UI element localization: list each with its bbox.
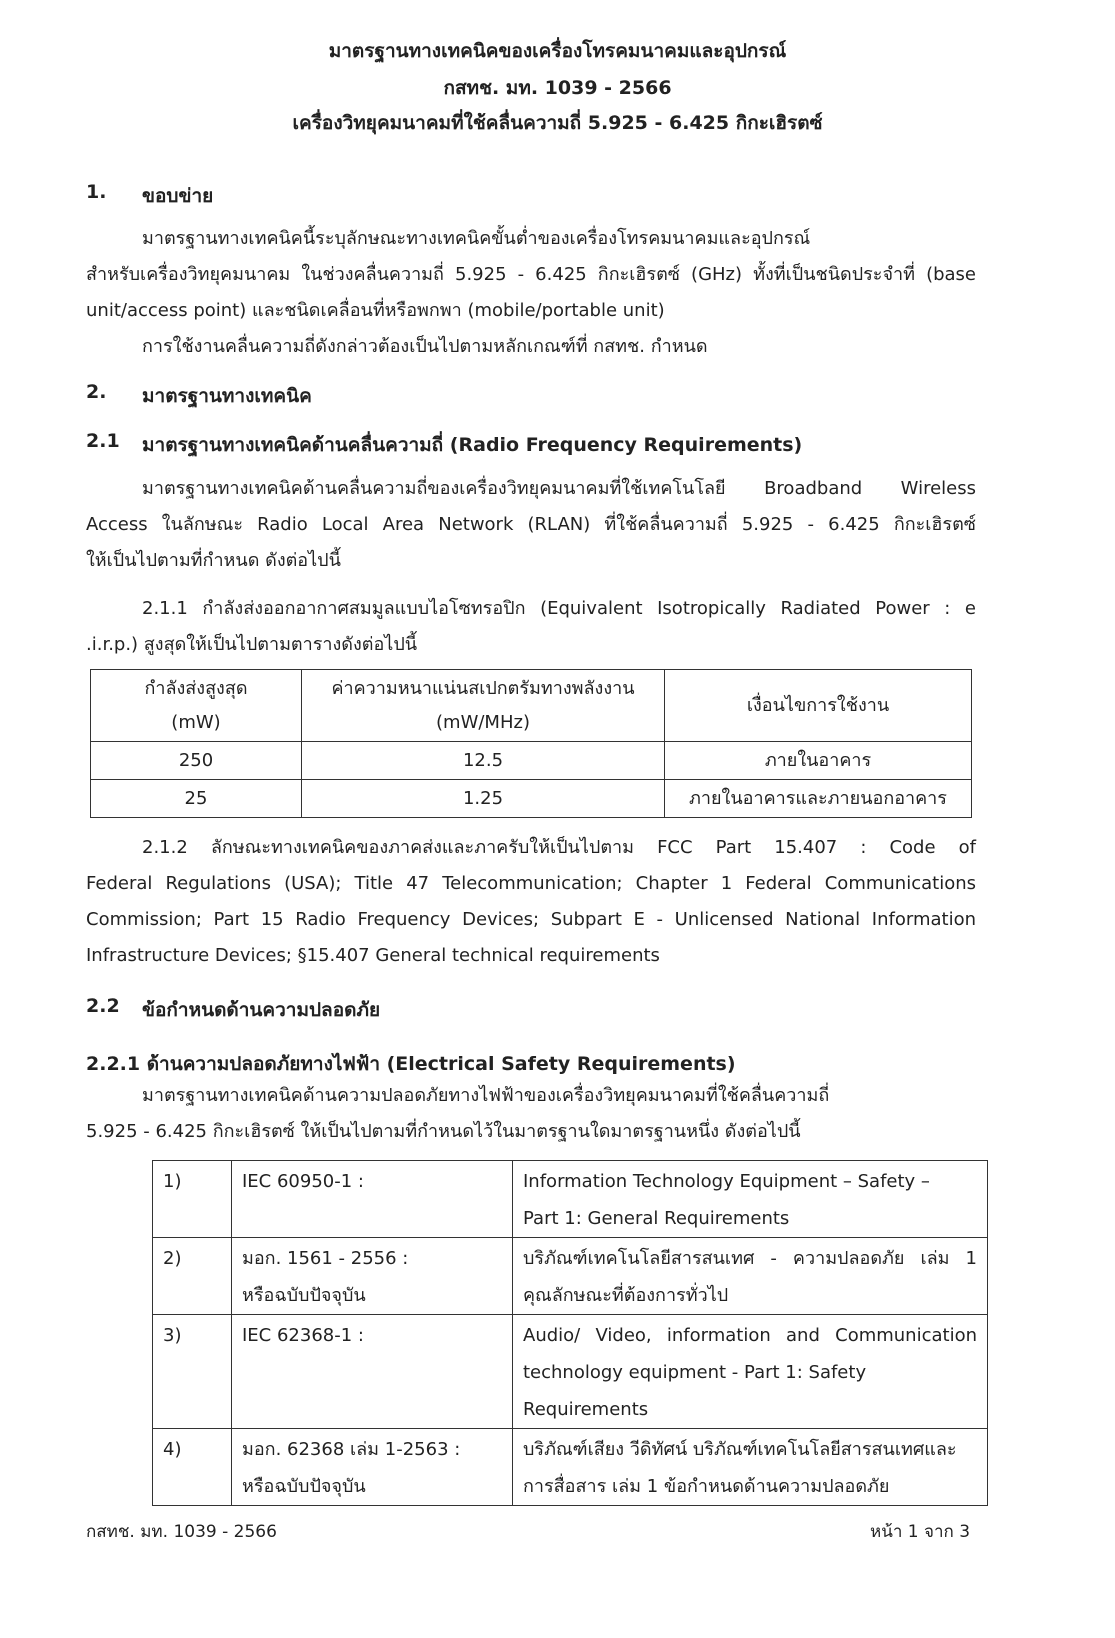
section1-title: ขอบข่าย	[142, 185, 214, 207]
header-power-line1: กำลังส่งสูงสุด	[144, 677, 248, 699]
table-row	[153, 1161, 988, 1238]
section2-2-1-paragraph-line2: 5.925 - 6.425 กิกะเฮิรตซ์ ให้เป็นไปตามที่กำหนดไว้ในมาตรฐานใดมาตรฐานหนึ่ง ดังต่อไปนี้	[86, 1121, 801, 1142]
section1-number: 1.	[86, 181, 107, 203]
footer-doc-id: กสทช. มท. 1039 - 2566	[86, 1522, 277, 1542]
description-line1: Information Technology Equipment – Safety –	[523, 1171, 930, 1192]
table-header-row	[91, 670, 972, 742]
cell-number: 3)	[153, 1315, 232, 1429]
cell-number: 4)	[153, 1429, 232, 1506]
section2-1-paragraph-line3: ให้เป็นไปตามที่กำหนด ดังต่อไปนี้	[86, 550, 341, 571]
footer-page-number: หน้า 1 จาก 3	[870, 1522, 971, 1542]
section2-1-title: มาตรฐานทางเทคนิคด้านคลื่นความถี่ (Radio Frequency Requirements)	[142, 434, 803, 456]
cell-density: 12.5	[302, 742, 665, 780]
section1-paragraph-line1: มาตรฐานทางเทคนิคนี้ระบุลักษณะทางเทคนิคขั้นต่ำของเครื่องโทรคมนาคมและอุปกรณ์	[142, 228, 811, 249]
header-density-line1: ค่าความหนาแน่นสเปกตรัมทางพลังงาน	[331, 677, 635, 699]
header-power-line2: (mW)	[171, 711, 221, 733]
section2-title: มาตรฐานทางเทคนิค	[142, 385, 312, 407]
cell-description	[513, 1161, 988, 1238]
description-line1: บริภัณฑ์เสียง วีดิทัศน์ บริภัณฑ์เทคโนโลยีสารสนเทศและ	[523, 1439, 957, 1460]
doc-title-line3: เครื่องวิทยุคมนาคมที่ใช้คลื่นความถี่ 5.925 - 6.425 กิกะเฮิรตซ์	[292, 112, 823, 134]
cell-density: 1.25	[302, 780, 665, 818]
table-row	[91, 742, 972, 780]
standard-line2: หรือฉบับปัจจุบัน	[242, 1476, 366, 1497]
cell-standard	[232, 1238, 513, 1315]
cell-power: 25	[91, 780, 302, 818]
cell-condition: ภายในอาคาร	[665, 742, 972, 780]
section1-paragraph-line3: unit/access point) และชนิดเคลื่อนที่หรือพกพา (mobile/portable unit)	[86, 300, 665, 321]
standard-line1: มอก. 62368 เล่ม 1-2563 :	[242, 1439, 461, 1460]
cell-description	[513, 1315, 988, 1429]
table-row	[153, 1429, 988, 1506]
section2-1-number: 2.1	[86, 430, 120, 452]
description-line2: technology equipment - Part 1: Safety Requirements	[523, 1362, 867, 1420]
section2-2-title: ข้อกำหนดด้านความปลอดภัย	[142, 999, 381, 1021]
header-cell-density	[302, 670, 665, 742]
cell-standard	[232, 1429, 513, 1506]
table-row	[153, 1238, 988, 1315]
section2-number: 2.	[86, 381, 107, 403]
description-line1: Audio/ Video, information and Communication	[523, 1325, 977, 1346]
header-cell-condition: เงื่อนไขการใช้งาน	[665, 670, 972, 742]
standard-line1: IEC 62368-1 :	[242, 1325, 364, 1346]
section1-paragraph-line2: สำหรับเครื่องวิทยุคมนาคม ในช่วงคลื่นความถี่ 5.925 - 6.425 กิกะเฮิรตซ์ (GHz) ทั้งที่เป็นชนิดประจำที่ (base	[86, 264, 976, 285]
cell-condition: ภายในอาคารและภายนอกอาคาร	[665, 780, 972, 818]
standard-line1: IEC 60950-1 :	[242, 1171, 364, 1192]
cell-description	[513, 1429, 988, 1506]
doc-title-line2: กสทช. มท. 1039 - 2566	[443, 77, 672, 99]
standard-line1: มอก. 1561 - 2556 :	[242, 1248, 409, 1269]
section2-1-1-line2: .i.r.p.) สูงสุดให้เป็นไปตามตารางดังต่อไปนี้	[86, 634, 418, 655]
header-density-line2: (mW/MHz)	[436, 711, 530, 733]
description-line1: บริภัณฑ์เทคโนโลยีสารสนเทศ - ความปลอดภัย เล่ม 1	[523, 1248, 977, 1269]
section1-paragraph2: การใช้งานคลื่นความถี่ดังกล่าวต้องเป็นไปตามหลักเกณฑ์ที่ กสทช. กำหนด	[142, 336, 708, 357]
cell-standard	[232, 1161, 513, 1238]
section2-2-1-title: 2.2.1 ด้านความปลอดภัยทางไฟฟ้า (Electrical Safety Requirements)	[86, 1053, 736, 1075]
header-cell-power	[91, 670, 302, 742]
cell-number: 1)	[153, 1161, 232, 1238]
section2-2-1-paragraph-line1: มาตรฐานทางเทคนิคด้านความปลอดภัยทางไฟฟ้าของเครื่องวิทยุคมนาคมที่ใช้คลื่นความถี่	[142, 1085, 830, 1106]
section2-1-2-line4: Infrastructure Devices; §15.407 General technical requirements	[86, 945, 660, 966]
safety-standards-table	[152, 1160, 988, 1506]
power-limit-table	[90, 669, 972, 818]
section2-1-1-line1: 2.1.1 กำลังส่งออกอากาศสมมูลแบบไอโซทรอปิก (Equivalent Isotropically Radiated Power : e	[142, 598, 976, 619]
description-line2: การสื่อสาร เล่ม 1 ข้อกำหนดด้านความปลอดภัย	[523, 1476, 890, 1497]
cell-power: 250	[91, 742, 302, 780]
section2-1-2-line3: Commission; Part 15 Radio Frequency Devices; Subpart E - Unlicensed National Information	[86, 909, 976, 930]
section2-1-paragraph-line2: Access ในลักษณะ Radio Local Area Network (RLAN) ที่ใช้คลื่นความถี่ 5.925 - 6.425 กิกะเฮิรตซ์	[86, 514, 976, 535]
section2-2-number: 2.2	[86, 995, 120, 1017]
section2-1-2-line2: Federal Regulations (USA); Title 47 Telecommunication; Chapter 1 Federal Communications	[86, 873, 976, 894]
section2-1-2-line1: 2.1.2 ลักษณะทางเทคนิคของภาคส่งและภาครับให้เป็นไปตาม FCC Part 15.407 : Code of	[142, 837, 976, 858]
doc-title-line1: มาตรฐานทางเทคนิคของเครื่องโทรคมนาคมและอุปกรณ์	[328, 40, 787, 62]
description-line2: คุณลักษณะที่ต้องการทั่วไป	[523, 1285, 729, 1306]
description-line2: Part 1: General Requirements	[523, 1208, 790, 1229]
cell-number: 2)	[153, 1238, 232, 1315]
cell-description	[513, 1238, 988, 1315]
standard-line2: หรือฉบับปัจจุบัน	[242, 1285, 366, 1306]
section2-1-paragraph-line1: มาตรฐานทางเทคนิคด้านคลื่นความถี่ของเครื่องวิทยุคมนาคมที่ใช้เทคโนโลยี Broadband Wireless	[142, 478, 976, 499]
table-row	[153, 1315, 988, 1429]
table-row	[91, 780, 972, 818]
cell-standard	[232, 1315, 513, 1429]
